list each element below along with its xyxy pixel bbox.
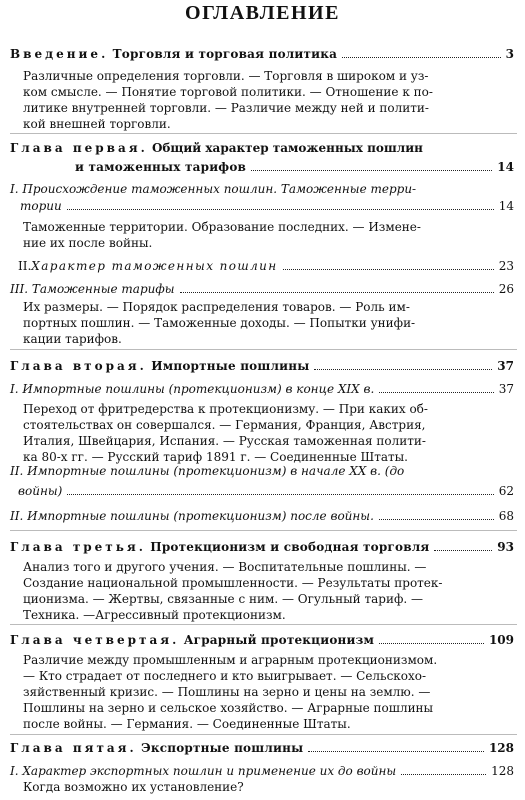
entry-description: Когда возможно их установление? [23,780,244,794]
page-number: 68 [498,509,514,523]
page-number: 23 [498,259,514,273]
entry-title: Торговля и торговая политика [112,47,338,61]
page-number: 93 [497,540,514,554]
entry-description: Различные определения торговли. — Торговля в широком и уз- ком смысле. — Понятие торговой политики. — Отношение к по- литике внутренней торговли. — Различие между ней и полити- кой внешней торговли. [23,69,433,131]
dot-leader [180,292,494,293]
divider [10,349,517,350]
entry-title: Импортные пошлины [151,359,310,373]
entry-description: Анализ того и другого учения. — Воспитательные пошлины. — Создание национальной промышленности. — Результаты протек- ционизма. — Жертвы, связанные с ним. — Огульный тариф. — Техника. —Агрессивный протекционизм. [23,560,443,622]
dot-leader [401,774,486,775]
entry-title-cont: и таможенных тарифов [75,160,247,174]
page-number: 128 [488,741,514,755]
divider [10,530,517,531]
toc-section-1-2[interactable]: II.Характер таможенных пошлин 23 [18,259,514,273]
dot-leader [379,392,493,393]
toc-section-2-2[interactable]: II. Импортные пошлины (протекционизм) в начале XX в. (до [10,464,405,478]
entry-label: Глава четвертая. [10,633,180,647]
page-number: 14 [497,160,514,174]
entry-label: Глава пятая. [10,741,137,755]
page-number: 128 [491,764,514,778]
page-title: ОГЛАВЛЕНИЕ [185,2,340,24]
toc-entry-chapter-1[interactable] [10,140,514,157]
page-number: 37 [497,359,514,373]
dot-leader [251,170,492,171]
toc-entry-introduction[interactable] [10,44,514,61]
dot-leader [379,519,494,520]
toc-section-1-1-cont[interactable]: тории 14 [20,199,514,213]
entry-label: Глава вторая. [10,359,147,373]
entry-title: Экспортные пошлины [141,741,304,755]
toc-entry-chapter-4[interactable] [10,630,514,647]
entry-title: Общий характер таможенных пошлин [151,141,423,155]
toc-entry-chapter-3[interactable] [10,537,514,554]
toc-entry-chapter-5[interactable] [10,738,514,755]
divider [10,133,517,134]
toc-section-5-1[interactable]: I. Характер экспортных пошлин и применение их до войны 128 [10,764,514,778]
dot-leader [308,751,484,752]
toc-section-2-1[interactable]: I. Импортные пошлины (протекционизм) в конце XIX в. 37 [10,382,514,396]
toc-entry-chapter-2[interactable] [10,356,514,373]
divider [10,624,517,625]
entry-description: Различие между промышленным и аграрным протекционизмом. — Кто страдает от последнего и кто выигрывает. — Сельскохо- зяйственный кризис. — Пошлины на зерно и цены на землю. — Пошлины на зерно и сельское хозяйство. — Аграрные пошлины после войны. — Германия. — Соединенные Штаты. [23,653,438,731]
entry-label: Введение. [10,47,109,61]
dot-leader [434,550,492,551]
page-number: 14 [498,199,514,213]
entry-title: Аграрный протекционизм [183,633,375,647]
toc-section-1-3[interactable]: III. Таможенные тарифы 26 [10,282,514,296]
dot-leader [67,494,493,495]
dot-leader [342,57,501,58]
divider [10,734,517,735]
toc-section-2-3[interactable]: II. Импортные пошлины (протекционизм) после войны. 68 [10,509,514,523]
dot-leader [379,643,484,644]
entry-description: Переход от фритредерства к протекционизму. — При каких об- стоятельствах он совершался. — Германия, Франция, Австрия, Италия, Швейцария, Испания. — Русская таможенная полити- ка 80-х гг. — Русский тариф 1891 г. — Соединенные Штаты. [23,402,428,464]
entry-label: Глава третья. [10,540,146,554]
toc-section-2-2-cont[interactable]: войны) 62 [18,484,514,498]
dot-leader [283,269,494,270]
toc-entry-chapter-1-cont[interactable] [75,157,514,174]
entry-description: Таможенные территории. Образование последних. — Измене- ние их после войны. [23,220,421,250]
page-number: 26 [498,282,514,296]
dot-leader [314,369,492,370]
entry-title: Протекционизм и свободная торговля [150,540,430,554]
page-number: 37 [498,382,514,396]
page-number: 3 [505,47,514,61]
entry-description: Их размеры. — Порядок распределения товаров. — Роль им- портных пошлин. — Таможенные доходы. — Попытки унифи- кации тарифов. [23,300,416,346]
page-number: 109 [488,633,514,647]
dot-leader [67,209,494,210]
page-number: 62 [498,484,514,498]
entry-label: Глава первая. [10,141,148,155]
toc-section-1-1[interactable]: I. Происхождение таможенных пошлин. Таможенные терри- [10,182,417,196]
